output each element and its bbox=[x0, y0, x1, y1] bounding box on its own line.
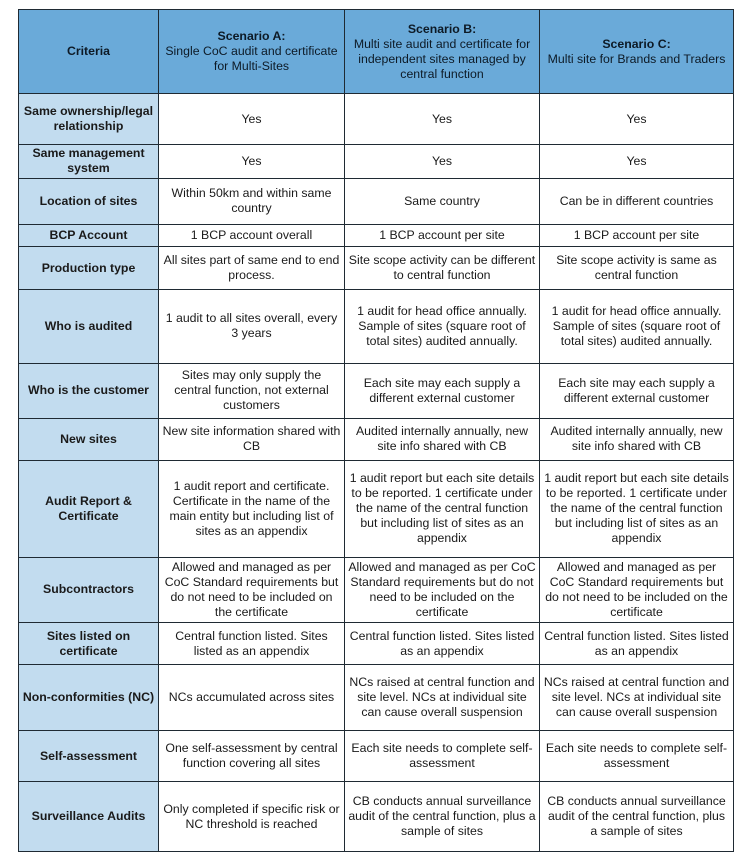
scenario-a-cell: Central function listed. Sites listed as an appendix bbox=[159, 623, 345, 665]
scenario-c-cell: Yes bbox=[540, 145, 734, 179]
criteria-cell: New sites bbox=[19, 418, 159, 460]
scenario-a-cell: NCs accumulated across sites bbox=[159, 664, 345, 730]
table-row bbox=[19, 224, 734, 246]
criteria-cell: Self-assessment bbox=[19, 731, 159, 782]
scenario-a-cell: Within 50km and within same country bbox=[159, 178, 345, 224]
scenario-a-cell: 1 BCP account overall bbox=[159, 224, 345, 246]
scenario-c-cell: Each site needs to complete self-assessment bbox=[540, 731, 734, 782]
scenario-c-cell: Yes bbox=[540, 94, 734, 145]
scenario-b-header bbox=[345, 10, 540, 94]
table-row bbox=[19, 178, 734, 224]
table-row bbox=[19, 363, 734, 418]
scenario-b-cell: Same country bbox=[345, 178, 540, 224]
scenario-a-cell: Yes bbox=[159, 94, 345, 145]
comparison-table bbox=[18, 9, 734, 852]
table-row bbox=[19, 782, 734, 852]
scenario-c-title: Scenario C: bbox=[602, 36, 671, 51]
scenario-a-cell: Allowed and managed as per CoC Standard requirements but do not need to be included on the certificate bbox=[159, 557, 345, 622]
scenario-b-title: Scenario B: bbox=[407, 21, 477, 36]
criteria-cell: Surveillance Audits bbox=[19, 782, 159, 852]
scenario-b-cell: Yes bbox=[345, 94, 540, 145]
scenario-b-subtitle: Multi site audit and certificate for independent sites managed by central function bbox=[353, 36, 531, 81]
scenario-c-cell: NCs raised at central function and site level. NCs at individual site can cause overall suspension bbox=[540, 664, 734, 730]
table-row bbox=[19, 290, 734, 364]
table-row bbox=[19, 623, 734, 665]
scenario-c-cell: Allowed and managed as per CoC Standard requirements but do not need to be included on the certificate bbox=[540, 557, 734, 622]
criteria-cell: Same management system bbox=[19, 145, 159, 179]
criteria-cell: Audit Report & Certificate bbox=[19, 460, 159, 557]
scenario-a-cell: Sites may only supply the central function, not external customers bbox=[159, 363, 345, 418]
scenario-b-cell: Yes bbox=[345, 145, 540, 179]
scenario-a-cell: 1 audit report and certificate. Certificate in the name of the main entity but including list of sites as an appendix bbox=[159, 460, 345, 557]
table-row bbox=[19, 94, 734, 145]
scenario-a-title: Scenario A: bbox=[217, 29, 286, 43]
table-row bbox=[19, 145, 734, 179]
criteria-cell: Location of sites bbox=[19, 178, 159, 224]
scenario-c-subtitle: Multi site for Brands and Traders bbox=[547, 51, 726, 66]
scenario-c-cell: Can be in different countries bbox=[540, 178, 734, 224]
scenario-c-cell: 1 audit report but each site details to be reported. 1 certificate under the name of the central function but including list of sites as an appendix bbox=[540, 460, 734, 557]
scenario-b-cell: Central function listed. Sites listed as an appendix bbox=[345, 623, 540, 665]
scenario-a-cell: New site information shared with CB bbox=[159, 418, 345, 460]
criteria-cell: Who is audited bbox=[19, 290, 159, 364]
scenario-c-header bbox=[540, 10, 734, 94]
scenario-c-cell: Central function listed. Sites listed as an appendix bbox=[540, 623, 734, 665]
table-row bbox=[19, 731, 734, 782]
criteria-cell: Sites listed on certificate bbox=[19, 623, 159, 665]
scenario-c-cell: Each site may each supply a different external customer bbox=[540, 363, 734, 418]
criteria-cell: Non-conformities (NC) bbox=[19, 664, 159, 730]
scenario-c-cell: 1 audit for head office annually. Sample of sites (square root of total sites) audited annually. bbox=[540, 290, 734, 364]
scenario-b-cell: 1 audit for head office annually. Sample of sites (square root of total sites) audited annually. bbox=[345, 290, 540, 364]
table-row bbox=[19, 418, 734, 460]
table-row bbox=[19, 247, 734, 290]
scenario-c-cell: 1 BCP account per site bbox=[540, 224, 734, 246]
scenario-a-cell: Only completed if specific risk or NC threshold is reached bbox=[159, 782, 345, 852]
criteria-cell: Subcontractors bbox=[19, 557, 159, 622]
scenario-b-cell: Each site needs to complete self-assessment bbox=[345, 731, 540, 782]
scenario-b-cell: Each site may each supply a different external customer bbox=[345, 363, 540, 418]
scenario-a-cell: Yes bbox=[159, 145, 345, 179]
table-row bbox=[19, 557, 734, 622]
criteria-header: Criteria bbox=[19, 10, 159, 94]
scenario-b-cell: NCs raised at central function and site level. NCs at individual site can cause overall suspension bbox=[345, 664, 540, 730]
scenario-b-cell: Audited internally annually, new site info shared with CB bbox=[345, 418, 540, 460]
scenario-b-cell: CB conducts annual surveillance audit of the central function, plus a sample of sites bbox=[345, 782, 540, 852]
scenario-c-cell: Site scope activity is same as central function bbox=[540, 247, 734, 290]
scenario-a-cell: All sites part of same end to end process. bbox=[159, 247, 345, 290]
criteria-cell: BCP Account bbox=[19, 224, 159, 246]
scenario-a-header bbox=[159, 10, 345, 94]
scenario-b-cell: 1 BCP account per site bbox=[345, 224, 540, 246]
scenario-b-cell: Site scope activity can be different to central function bbox=[345, 247, 540, 290]
criteria-cell: Who is the customer bbox=[19, 363, 159, 418]
table-row bbox=[19, 664, 734, 730]
criteria-cell: Same ownership/legal relationship bbox=[19, 94, 159, 145]
header-row bbox=[19, 10, 734, 94]
table-row bbox=[19, 460, 734, 557]
criteria-cell: Production type bbox=[19, 247, 159, 290]
scenario-c-cell: CB conducts annual surveillance audit of the central function, plus a sample of sites bbox=[540, 782, 734, 852]
scenario-a-cell: 1 audit to all sites overall, every 3 years bbox=[159, 290, 345, 364]
scenario-b-cell: Allowed and managed as per CoC Standard requirements but do not need to be included on the certificate bbox=[345, 557, 540, 622]
scenario-a-cell: One self-assessment by central function covering all sites bbox=[159, 731, 345, 782]
scenario-b-cell: 1 audit report but each site details to be reported. 1 certificate under the name of the central function but including list of sites as an appendix bbox=[345, 460, 540, 557]
scenario-c-cell: Audited internally annually, new site info shared with CB bbox=[540, 418, 734, 460]
scenario-a-subtitle: Single CoC audit and certificate for Multi-Sites bbox=[165, 44, 338, 73]
